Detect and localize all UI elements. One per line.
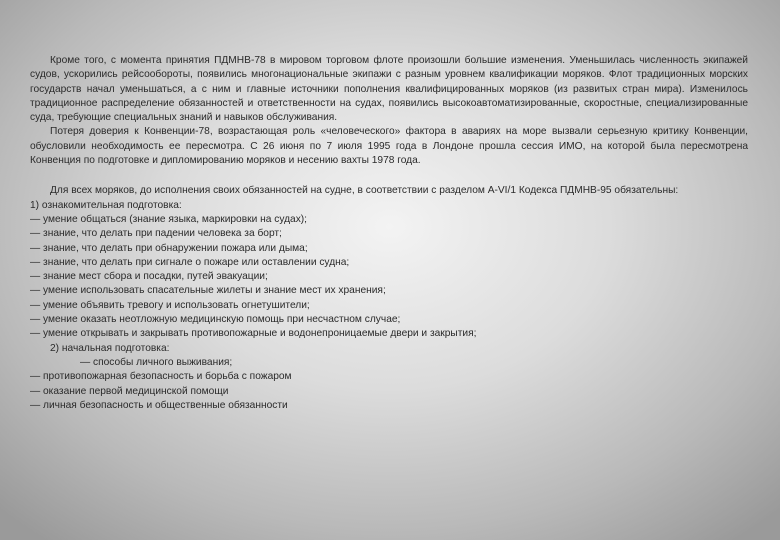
list-item: — знание, что делать при падении человека за борт; bbox=[30, 228, 282, 240]
section-1-title: 1) ознакомительная подготовка: bbox=[30, 199, 182, 211]
section-2-title: 2) начальная подготовка: bbox=[50, 342, 170, 354]
paragraph-revision: Потеря доверия к Конвенции-78, возрастающая роль «человеческого» фактора в авариях на море вызвали серьезную критику Конвенции, обусловили необходимость ее пересмотра. С 26 июня по 7 июля 1995 года в Лондоне прошла сессия ИМО, на которой была пересмотрена Конвенция по подготовке и дипломированию моряков и несению вахты 1978 года. bbox=[30, 126, 748, 167]
list-intro: Для всех моряков, до исполнения своих обязанностей на судне, в соответствии с разделом A-VI/1 Кодекса ПДМНВ-95 обязательны: bbox=[50, 185, 679, 197]
list-item: — умение общаться (знание языка, маркировки на судах); bbox=[30, 213, 308, 225]
section-1-list bbox=[30, 213, 748, 342]
section-2-list bbox=[30, 370, 748, 413]
paragraph-changes: Кроме того, с момента принятия ПДМНВ-78 в мировом торговом флоте произошли большие изменения. Уменьшилась численность экипажей судов, ускорились рейсообороты, появились многонациональные экипажи с разным уровнем квалификации моряков. Флот традиционных морских государств начал уменьшаться, а с ним и главные источники пополнения квалифицированных моряков (из развитых стран мира). Изменилось традиционное распределение обязанностей и ответственности на судах, появились высокоавтоматизированные, скоростные, специализированные суда, требующие специальных знаний и навыков обслуживания. bbox=[30, 55, 748, 124]
paragraph-gap bbox=[30, 168, 748, 184]
list-item: — противопожарная безопасность и борьба с пожаром bbox=[30, 371, 292, 383]
list-item: — умение открывать и закрывать противопожарные и водонепроницаемые двери и закрытия; bbox=[30, 328, 477, 340]
list-item: — оказание первой медицинской помощи bbox=[30, 385, 229, 397]
list-item: — знание мест сбора и посадки, путей эвакуации; bbox=[30, 271, 268, 283]
list-item: — способы личного выживания; bbox=[80, 356, 233, 368]
list-item: — умение оказать неотложную медицинскую помощь при несчастном случае; bbox=[30, 314, 401, 326]
list-item: — личная безопасность и общественные обязанности bbox=[30, 399, 288, 411]
list-item: — знание, что делать при сигнале о пожаре или оставлении судна; bbox=[30, 256, 350, 268]
list-item: — умение использовать спасательные жилеты и знание мест их хранения; bbox=[30, 285, 386, 297]
list-item: — знание, что делать при обнаружении пожара или дыма; bbox=[30, 242, 308, 254]
document-body bbox=[30, 54, 748, 413]
list-item: — умение объявить тревогу и использовать огнетушители; bbox=[30, 299, 310, 311]
